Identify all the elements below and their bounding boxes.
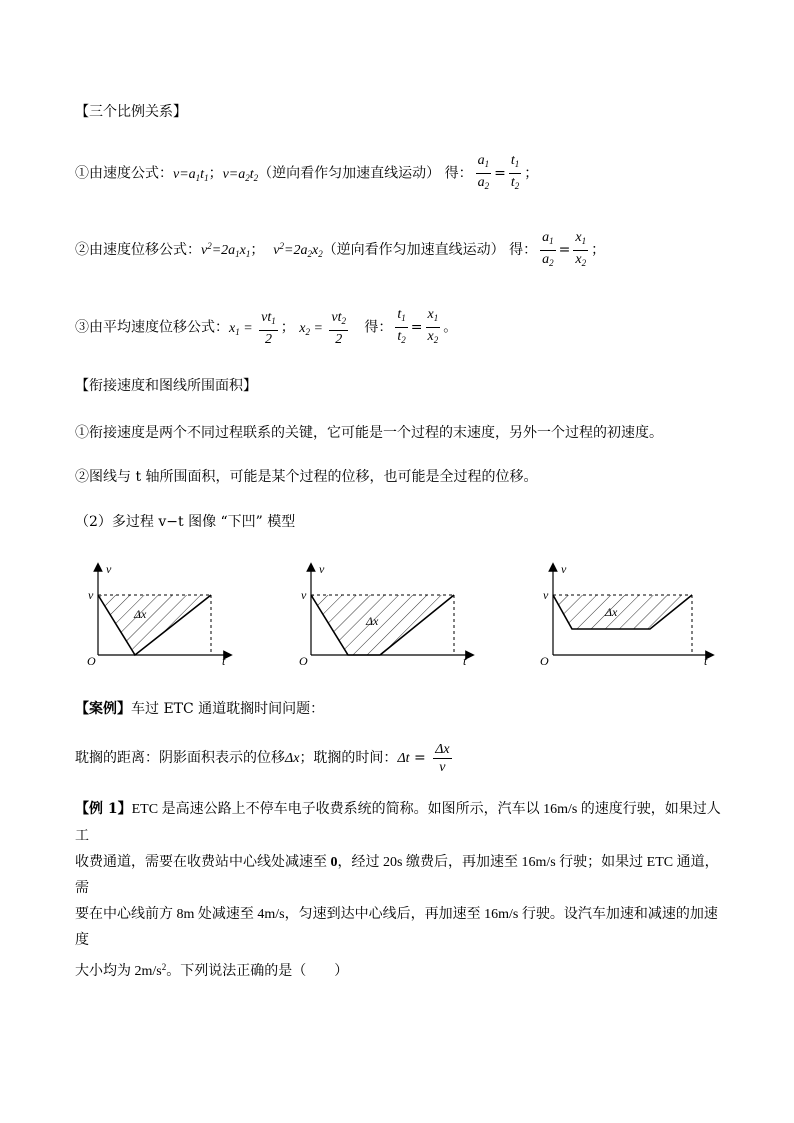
case-title-label: 【案例】 <box>75 701 131 717</box>
ratio-line-2: ②由速度位移公式：$v^2=2a_1x_1$； $v^2=2a_2x_2$（逆向看作匀加速直线运动） 得： $\frac{a_1}{a_2}$ = $\frac{x_1}{x_2}$ ； <box>75 228 605 272</box>
ratio1-formula-1: $v=a_1t_1$ <box>173 166 209 183</box>
ratio-line-3: ③由平均速度位移公式：$x_1$ = $\frac{vt_1}{2}$ ； $x_2$ = $\frac{vt_2}{2}$ 得： $\frac{t_1}{t_2}$ = $\frac{x_1}{x_2}$ 。 <box>75 306 457 350</box>
graph-2-o-label: O <box>299 654 308 668</box>
graph-2-area <box>311 595 454 655</box>
case-line: 耽搁的距离：阴影面积表示的位移Δx；耽搁的时间：Δt = $\frac{\Delta x}{v}$ <box>75 741 450 775</box>
graph-2-t-label: t <box>463 654 467 668</box>
example-line-4: 大小均为 $2m/s^2$。下列说法正确的是（ ） <box>75 962 349 979</box>
ratio2-note: （逆向看作匀加速直线运动） 得： <box>322 242 538 258</box>
ratio2-fraction-a: $\frac{a_1}{a_2}$ <box>542 229 554 268</box>
section-title-ratios: 【三个比例关系】 <box>75 104 187 120</box>
graph-2 <box>299 562 470 668</box>
section-title-junction: 【衔接速度和图线所围面积】 <box>75 378 257 394</box>
case-fraction: $\frac{\Delta x}{v}$ <box>435 741 450 775</box>
graph-1 <box>87 562 228 668</box>
ratio-line-1: ①由速度公式：$v=a_1t_1$；$v=a_2t_2$（逆向看作匀加速直线运动） 得： $\frac{a_1}{a_2}$ = $\frac{t_1}{t_2}$ ； <box>75 152 538 196</box>
graph-2-v-label: v <box>319 562 325 576</box>
ratio1-note: （逆向看作匀加速直线运动） 得： <box>258 165 473 182</box>
case-title <box>75 700 324 718</box>
graph-3-o-label: O <box>540 654 549 668</box>
ratio2-formula-2: $v^2=2a_2x_2$ <box>273 241 323 259</box>
graph-1-o-label: O <box>87 654 96 668</box>
case-dx: Δx <box>285 751 300 766</box>
ratio3-fraction-t: $\frac{t_1}{t_2}$ <box>397 307 406 345</box>
graph-3-t-label: t <box>704 654 708 668</box>
model-title: （2）多过程 v−t 图像 “下凹” 模型 <box>75 514 296 530</box>
ratio2-fraction-x: $\frac{x_1}{x_2}$ <box>575 229 587 268</box>
junction-paragraph-2: ②图线与 t 轴所围面积，可能是某个过程的位移，也可能是全过程的位移。 <box>75 469 538 485</box>
ratio3-prefix: ③由平均速度位移公式： <box>75 319 229 336</box>
graph-1-area <box>98 595 211 655</box>
graph-3-v-tick: v <box>543 588 549 602</box>
case-dt: Δt <box>397 751 410 766</box>
ratio1-fraction-t: $\frac{t_1}{t_2}$ <box>510 153 520 191</box>
graph-3-area-label: Δx <box>605 605 618 619</box>
graph-1-v-label: v <box>106 562 112 576</box>
graph-2-area-label: Δx <box>366 614 379 628</box>
example-line-2: 收费通道，需要在收费站中心线处减速至 0，经过 20s 缴费后，再加速至 16m/s 行驶；如果过 ETC 通道，需 <box>75 855 719 896</box>
ratio3-formula-2: $x_2$ = $\frac{vt_2}{2}$ <box>299 309 347 347</box>
example-1 <box>75 796 725 985</box>
ratio1-fraction-a: $\frac{a_1}{a_2}$ <box>477 153 490 191</box>
ratio1-prefix: ①由速度公式： <box>75 165 173 182</box>
junction-paragraph-1: ①衔接速度是两个不同过程联系的关键，它可能是一个过程的末速度，另外一个过程的初速度。 <box>75 425 663 441</box>
ratio2-prefix: ②由速度位移公式： <box>75 242 201 258</box>
graph-1-area-label: Δx <box>134 607 147 621</box>
graph-1-t-label: t <box>222 654 226 668</box>
ratio3-fraction-x: $\frac{x_1}{x_2}$ <box>427 307 439 345</box>
example-label: 【例 1】 <box>75 801 132 817</box>
example-line-3: 要在中心线前方 8m 处减速至 4m/s，匀速到达中心线后，再加速至 16m/s 行驶。设汽车加速和减速的加速度 <box>75 907 718 948</box>
ratio3-formula-1: $x_1$ = $\frac{vt_1}{2}$ <box>229 309 276 347</box>
graph-3-v-label: v <box>561 562 567 576</box>
graph-3 <box>540 562 710 668</box>
graph-1-v-tick: v <box>88 588 94 602</box>
example-line-1: 【例 1】ETC 是高速公路上不停车电子收费系统的简称。如图所示，汽车以 16m/s 的速度行驶，如果过人工 <box>75 801 721 844</box>
vt-graphs <box>0 555 794 685</box>
ratio2-formula-1: $v^2=2a_1x_1$ <box>201 241 251 259</box>
graph-2-v-tick: v <box>301 588 307 602</box>
case-title-text: 车过 ETC 通道耽搁时间问题： <box>131 701 325 717</box>
ratio1-formula-2: $v=a_2t_2$ <box>222 166 259 183</box>
